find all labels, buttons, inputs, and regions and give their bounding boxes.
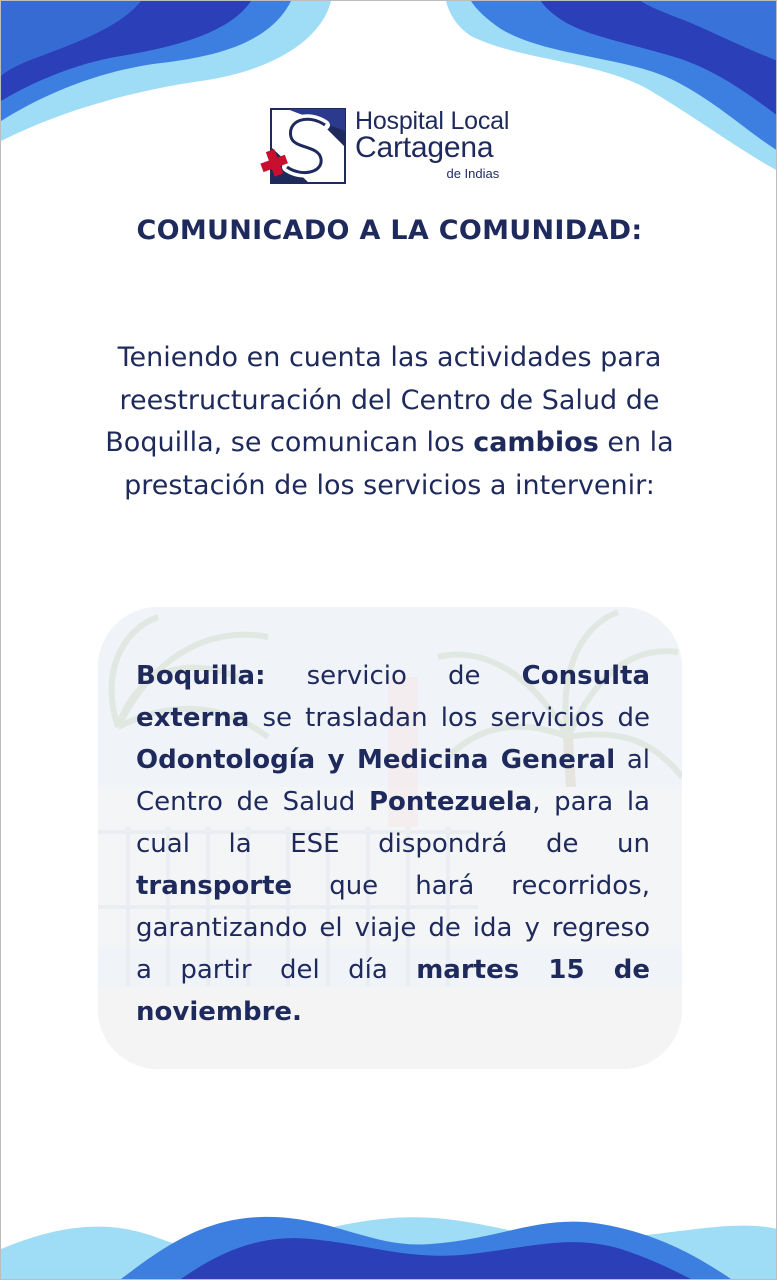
- bottom-wave-decoration: [1, 1189, 777, 1279]
- intro-paragraph: [101, 337, 678, 507]
- page-title: COMUNICADO A LA COMUNIDAD:: [136, 215, 643, 246]
- notice-text-2: se trasladan los servicios de: [249, 703, 650, 733]
- intro-bold: cambios: [473, 427, 599, 458]
- intro-text-1: Teniendo en cuenta las actividades para reestructuración del Centro de Salud de Boquilla, se comunican los: [105, 342, 662, 458]
- notice-text: [136, 655, 650, 1033]
- logo-line-3: de Indias: [446, 166, 500, 181]
- notice-bold-3: Odontología y Medicina General: [136, 745, 616, 775]
- logo-line-1: Hospital Local: [355, 107, 510, 135]
- notice-text-5: que hará recorridos, garantizando el viaje de ida y regreso a partir del día: [136, 871, 650, 985]
- notice-bold-5: transporte: [136, 871, 293, 901]
- notice-card: [98, 607, 682, 1069]
- hospital-logo: [257, 107, 527, 189]
- hospital-logo-text: [355, 107, 509, 183]
- intro-text-2: en la prestación de los servicios a intervenir:: [124, 427, 674, 501]
- hospital-logo-icon: [257, 107, 347, 187]
- notice-bold-2: Consulta externa: [136, 661, 650, 733]
- notice-bold-6: martes 15 de noviembre.: [136, 955, 651, 1027]
- notice-bold-1: Boquilla:: [136, 661, 266, 691]
- notice-text-3: al Centro de Salud: [136, 745, 650, 817]
- notice-text-1: servicio de: [265, 661, 522, 691]
- notice-text-4: , para la cual la ESE dispondrá de un: [136, 787, 650, 859]
- logo-line-2: Cartagena: [355, 131, 494, 164]
- notice-bold-4: Pontezuela: [368, 787, 533, 817]
